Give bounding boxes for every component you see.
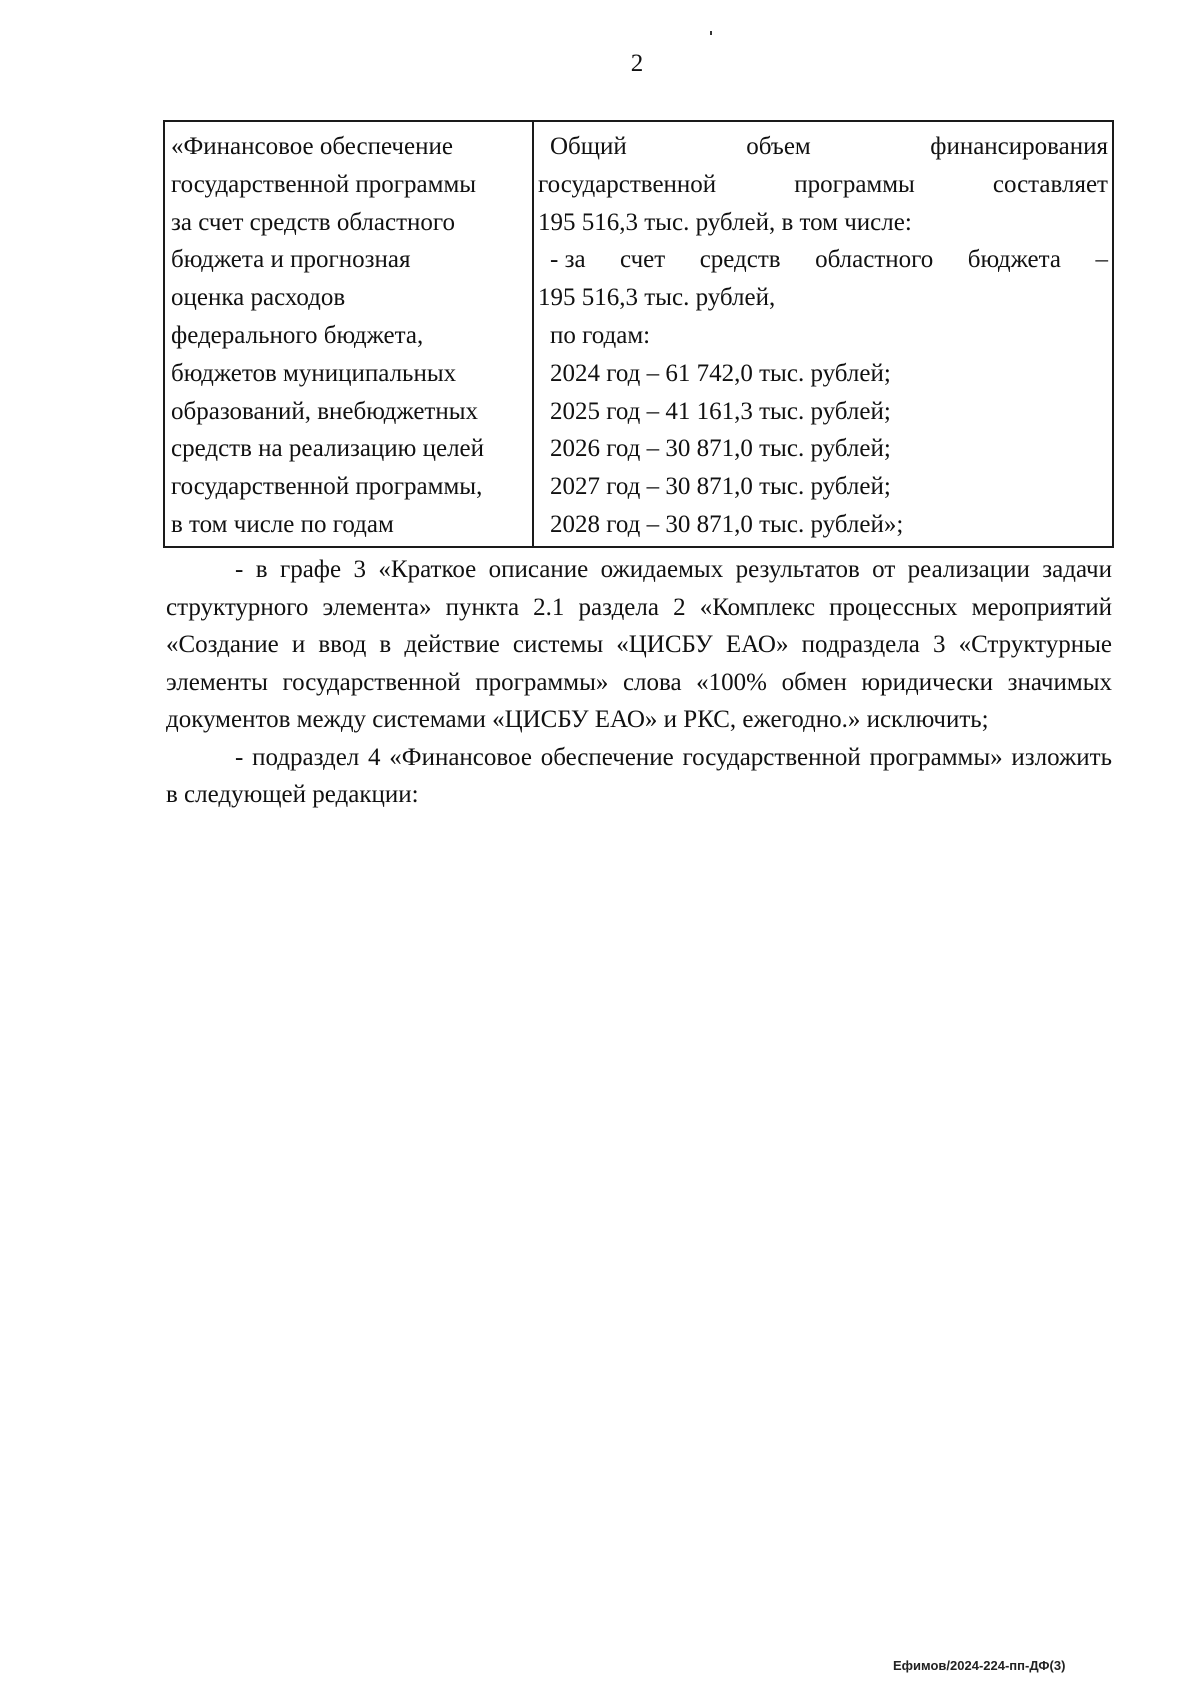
word: Общий [550, 133, 627, 160]
word: финансирования [930, 133, 1108, 160]
word: государственной [538, 170, 717, 198]
year-line: 2024 год – 61 742,0 тыс. рублей; [550, 359, 891, 387]
value-line-2 [538, 166, 1108, 204]
label-line: государственной программы [171, 170, 477, 198]
year-line: 2025 год – 41 161,3 тыс. рублей; [550, 397, 891, 425]
year-line: 2028 год – 30 871,0 тыс. рублей»; [550, 510, 904, 538]
label-line: бюджета и прогнозная [171, 246, 411, 274]
word: - за [550, 246, 586, 274]
document-code: Ефимов/2024-224-пп-ДФ(3) [893, 1658, 1066, 1673]
value-line-3: 195 516,3 тыс. рублей, в том числе: [538, 208, 912, 236]
word: бюджета [967, 246, 1061, 274]
year-line: 2027 год – 30 871,0 тыс. рублей; [550, 473, 891, 501]
paragraph: - подраздел 4 «Финансовое обеспечение государственной программы» изложить в следующей редакции: [166, 743, 1112, 808]
word: – [1095, 246, 1108, 274]
table-cell-value [534, 122, 1112, 546]
document-body [166, 551, 1112, 814]
paragraph: - в графе 3 «Краткое описание ожидаемых результатов от реализации задачи структурного элемента» пункта 2.1 раздела 2 «Комплекс процессных мероприятий «Создание и ввод в действие системы «ЦИСБУ ЕАО» подраздела 3 «Структурные элементы государственной программы» слова «100% обмен юридически значимых документов между системами «ЦИСБУ ЕАО» и РКС, ежегодно.» исключить; [166, 556, 1112, 733]
finance-table [163, 120, 1114, 548]
year-line: 2026 год – 30 871,0 тыс. рублей; [550, 435, 891, 463]
label-line: бюджетов муниципальных [171, 359, 457, 387]
word: программы [794, 170, 915, 198]
page-number: 2 [630, 50, 644, 77]
value-line-4 [538, 241, 1108, 279]
label-line: федерального бюджета, [171, 321, 424, 349]
label-line: в том числе по годам [171, 510, 394, 538]
label-line: образований, внебюджетных [171, 397, 479, 425]
word: областного [815, 246, 934, 274]
value-line-6: по годам: [550, 321, 651, 349]
word: счет [620, 246, 666, 274]
value-line-1 [538, 128, 1108, 166]
label-line: средств на реализацию целей [171, 435, 485, 463]
label-line: «Финансовое обеспечение [171, 133, 453, 160]
word: объем [746, 133, 811, 160]
table-cell-label [165, 122, 534, 546]
scan-speck [710, 31, 712, 35]
label-line: государственной программы, [171, 473, 483, 501]
value-line-5: 195 516,3 тыс. рублей, [538, 284, 776, 312]
word: составляет [992, 170, 1108, 198]
label-line: за счет средств областного [171, 208, 456, 236]
word: средств [699, 246, 781, 274]
label-line: оценка расходов [171, 284, 346, 312]
